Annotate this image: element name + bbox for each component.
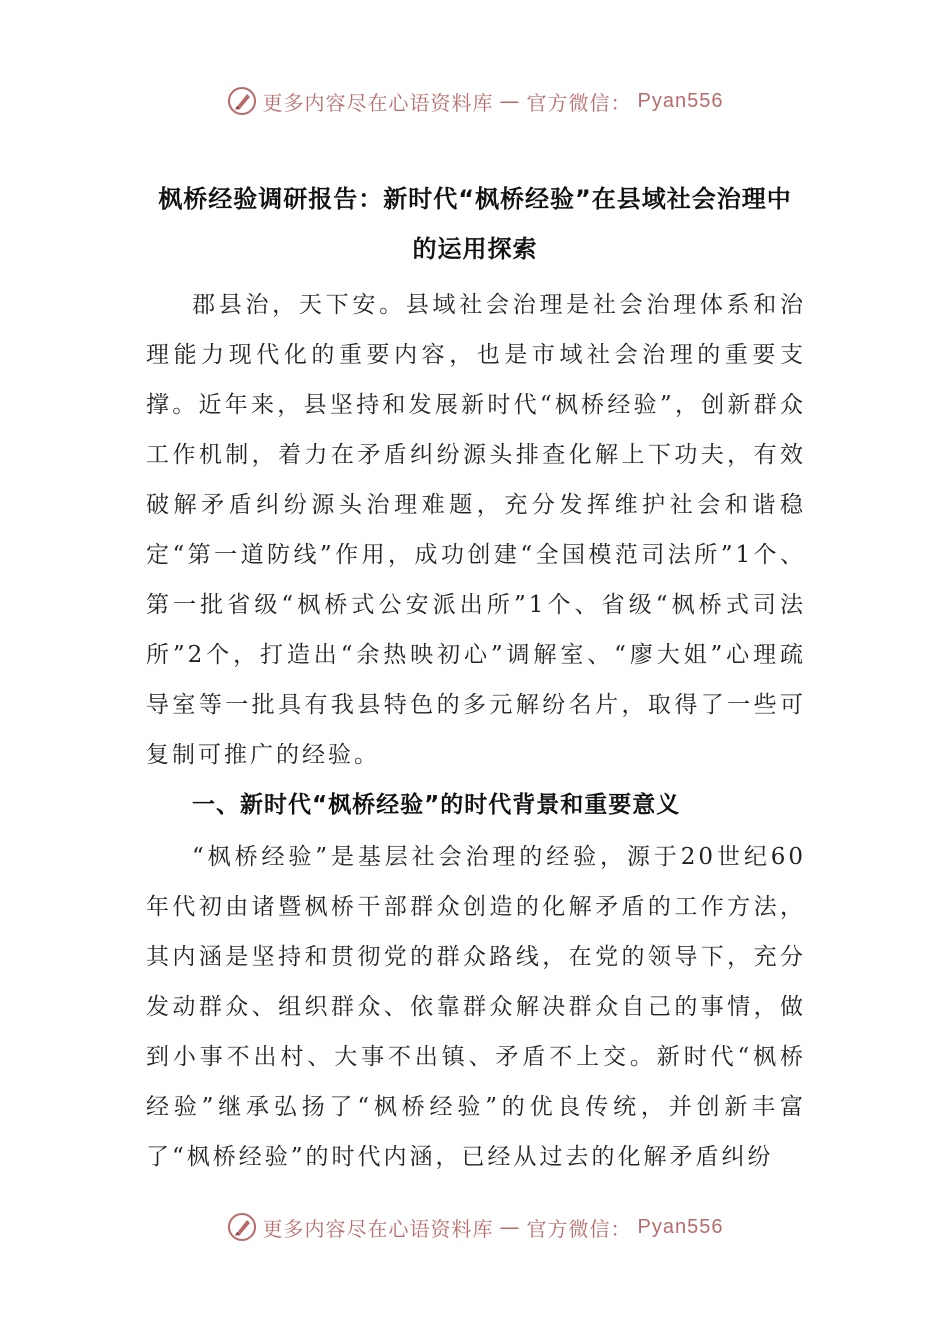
- watermark-separator: —: [499, 89, 521, 113]
- watermark-separator: —: [499, 1215, 521, 1239]
- header-watermark: [0, 86, 950, 116]
- pen-logo-icon: [227, 1212, 257, 1242]
- watermark-wechat-label: 官方微信：: [526, 90, 632, 115]
- watermark-wechat-id: Pyan556: [637, 1215, 724, 1238]
- watermark-text: 更多内容尽在心语资料库: [262, 1216, 494, 1241]
- watermark-wechat-id: Pyan556: [637, 89, 724, 112]
- watermark-wechat-label: 官方微信：: [526, 1216, 632, 1241]
- document-title: 枫桥经验调研报告：新时代“枫桥经验”在县域社会治理中的运用探索: [158, 185, 792, 263]
- paragraph-intro: 郡县治，天下安。县域社会治理是社会治理体系和治理能力现代化的重要内容，也是市域社会治理的重要支撑。近年来，县坚持和发展新时代“枫桥经验”，创新群众工作机制，着力在矛盾纠纷源头排查化解上下功夫，有效破解矛盾纠纷源头治理难题，充分发挥维护社会和谐稳定“第一道防线”作用，成功创建“全国模范司法所”1个、第一批省级“枫桥式公安派出所”1个、省级“枫桥式司法所”2个，打造出“余热映初心”调解室、“廖大姐”心理疏导室等一批具有我县特色的多元解纷名片，取得了一些可复制可推广的经验。: [146, 292, 806, 768]
- section-heading-1: 一、新时代“枫桥经验”的时代背景和重要意义: [192, 792, 681, 818]
- footer-watermark: [0, 1212, 950, 1242]
- pen-logo-icon: [227, 86, 257, 116]
- paragraph-section-1: “枫桥经验”是基层社会治理的经验，源于20世纪60年代初由诸暨枫桥干部群众创造的化解矛盾的工作方法，其内涵是坚持和贯彻党的群众路线，在党的领导下，充分发动群众、组织群众、依靠群众解决群众自己的事情，做到小事不出村、大事不出镇、矛盾不上交。新时代“枫桥经验”继承弘扬了“枫桥经验”的优良传统，并创新丰富了“枫桥经验”的时代内涵，已经从过去的化解矛盾纠纷: [146, 844, 806, 1170]
- watermark-text: 更多内容尽在心语资料库: [262, 90, 494, 115]
